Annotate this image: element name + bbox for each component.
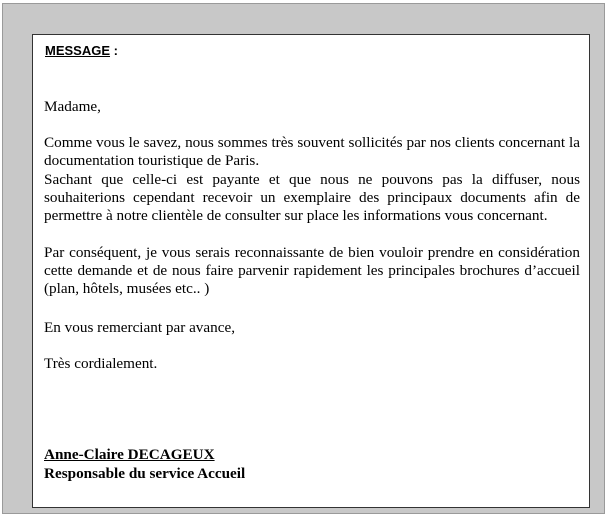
message-sheet: [32, 34, 590, 508]
document-frame: [2, 3, 605, 514]
paragraph-3: Par conséquent, je vous serais reconnaissante de bien vouloir prendre en considération cette demande et de nous faire parvenir rapidement les principales brochures d’accueil (plan, hôtels, musées etc.. ): [44, 244, 580, 297]
message-heading-colon: :: [110, 43, 118, 58]
signature-role: Responsable du service Accueil: [44, 465, 246, 482]
paragraph-2: Sachant que celle-ci est payante et que nous ne pouvons pas la diffuser, nous souhaiterions cependant recevoir un exemplaire des principaux documents afin de permettre à notre clientèle de consulter sur place les informations vous concernant.: [44, 171, 580, 224]
closing-thanks: En vous remerciant par avance,: [44, 319, 236, 336]
signature-name: Anne-Claire DECAGEUX: [44, 446, 215, 463]
closing-regards: Très cordialement.: [44, 355, 158, 372]
paragraph-1: Comme vous le savez, nous sommes très souvent sollicités par nos clients concernant la documentation touristique de Paris.: [44, 134, 580, 169]
salutation: Madame,: [44, 98, 101, 115]
message-heading: [45, 43, 118, 58]
message-heading-word: MESSAGE: [45, 43, 111, 58]
